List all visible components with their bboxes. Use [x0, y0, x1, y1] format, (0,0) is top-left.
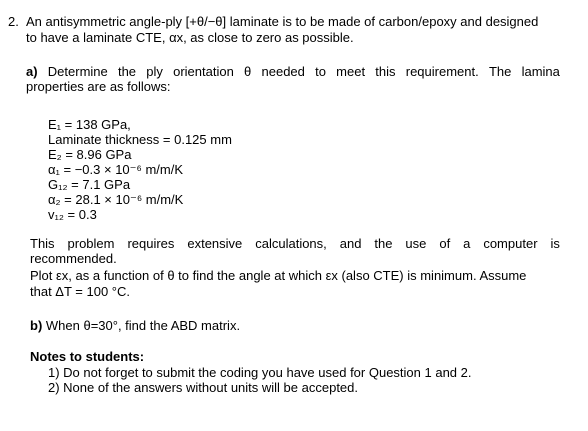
word: calculations, — [255, 236, 327, 251]
part-b — [30, 318, 240, 333]
note-line-1 — [30, 236, 560, 251]
property-v12: v₁₂ = 0.3 — [48, 207, 97, 222]
notes-heading: Notes to students: — [30, 349, 145, 364]
part-a-label: a) — [26, 64, 38, 79]
property-e1: E₁ = 138 GPa, — [48, 117, 131, 132]
note-line-3: Plot εx, as a function of θ to find the angle at which εx (also CTE) is minimum. Assume — [30, 268, 527, 283]
word: Determine — [47, 64, 108, 79]
word: lamina — [521, 64, 560, 79]
part-a-line-1 — [26, 64, 560, 79]
note-line-4: that ΔT = 100 °C. — [30, 284, 131, 299]
word: is — [550, 236, 560, 251]
word: problem — [67, 236, 115, 251]
word: the — [374, 236, 393, 251]
word: needed — [261, 64, 305, 79]
property-e2: E₂ = 8.96 GPa — [48, 147, 132, 162]
question-text-line-1: An antisymmetric angle-ply [+θ/−θ] laminate is to be made of carbon/epoxy and designed — [26, 14, 539, 29]
word: extensive — [187, 236, 243, 251]
word: use — [405, 236, 427, 251]
note-line-2: recommended. — [30, 251, 117, 266]
word: computer — [483, 236, 538, 251]
word: This — [30, 236, 55, 251]
word: the — [117, 64, 137, 79]
word: The — [488, 64, 512, 79]
question-text-line-2: to have a laminate CTE, αx, as close to zero as possible. — [26, 30, 354, 45]
part-b-text: When θ=30°, find the ABD matrix. — [45, 318, 241, 333]
property-alpha2: α₂ = 28.1 × 10⁻⁶ m/m/K — [48, 192, 184, 207]
property-g12: G₁₂ = 7.1 GPa — [48, 177, 131, 192]
word: requirement. — [405, 64, 479, 79]
word: orientation — [173, 64, 234, 79]
word: this — [375, 64, 396, 79]
notes-item-2: 2) None of the answers without units will be accepted. — [48, 380, 359, 395]
word: meet — [336, 64, 366, 79]
property-alpha1: α₁ = −0.3 × 10⁻⁶ m/m/K — [48, 162, 184, 177]
notes-item-1: 1) Do not forget to submit the coding you have used for Question 1 and 2. — [48, 365, 472, 380]
word: of — [439, 236, 451, 251]
question-number: 2. — [8, 14, 19, 29]
property-laminate-thickness: Laminate thickness = 0.125 mm — [48, 132, 232, 147]
word: a — [463, 236, 471, 251]
part-a-line-2: properties are as follows: — [26, 79, 171, 94]
word: to — [315, 64, 326, 79]
word: and — [339, 236, 362, 251]
part-b-label: b) — [30, 318, 43, 333]
word: ply — [146, 64, 163, 79]
word: requires — [127, 236, 175, 251]
word: θ — [244, 64, 252, 79]
